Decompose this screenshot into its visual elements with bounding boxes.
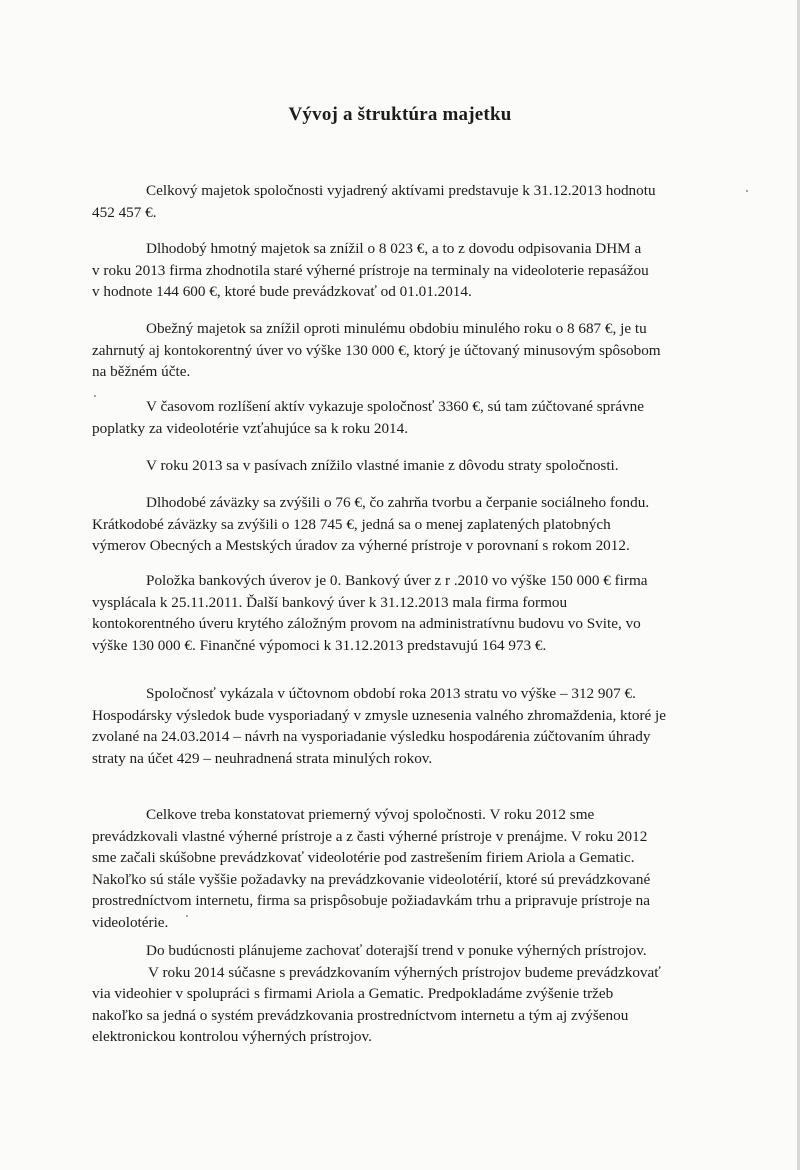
text-line: Do budúcnosti plánujeme zachovať doterajší trend v ponuke výherných prístrojov.	[146, 942, 647, 959]
text-line: V časovom rozlíšení aktív vykazuje spoločnosť 3360 €, sú tam zúčtované správne	[146, 398, 644, 415]
scan-speck	[94, 395, 96, 397]
text-line: zahrnutý aj kontokorentný úver vo výške 130 000 €, ktorý je účtovaný minusovým spôsobom	[92, 341, 661, 359]
text-line: prevádzkovali vlastné výherné prístroje a z časti výherné prístroje v prenájme. V roku 2012	[92, 827, 648, 845]
scan-speck	[746, 190, 748, 192]
text-line: výške 130 000 €. Finančné výpomoci k 31.12.2013 predstavujú 164 973 €.	[92, 636, 547, 654]
text-line: vysplácala k 25.11.2011. Ďalší bankový úver k 31.12.2013 mala firma formou	[92, 593, 568, 611]
page-title: Vývoj a štruktúra majetku	[288, 104, 512, 125]
text-line: Nakoľko sú stále vyššie požadavky na prevádzkovanie videolotérií, ktoré sú prevádzkované	[92, 870, 651, 888]
text-line: Dlhodobý hmotný majetok sa znížil o 8 023 €, a to z dovodu odpisovania DHM a	[146, 240, 642, 257]
text-line: 452 457 €.	[92, 203, 157, 221]
text-line: poplatky za videolotérie vzťahujúce sa k roku 2014.	[92, 419, 409, 437]
text-line: elektronickou kontrolou výherných prístrojov.	[92, 1028, 372, 1045]
text-line: Celkový majetok spoločnosti vyjadrený aktívami predstavuje k 31.12.2013 hodnotu	[146, 182, 656, 199]
paragraph-bank-loans	[92, 570, 732, 656]
paragraph-liabilities	[92, 492, 732, 557]
paragraph-accruals	[92, 396, 732, 439]
text-line: kontokorentného úveru krytého záložným provom na administratívnu budovu vo Svite, vo	[92, 615, 641, 632]
text-line: straty na účet 429 – neuhradnená strata minulých rokov.	[92, 749, 433, 767]
text-line: Krátkodobé záväzky sa zvýšili o 128 745 €, jedná sa o menej zaplatených platobných	[92, 515, 611, 533]
text-line: V roku 2014 súčasne s prevádzkovaním výherných prístrojov budeme prevádzkovať	[148, 963, 661, 981]
scan-speck	[186, 915, 188, 917]
text-line: zvolané na 24.03.2014 – návrh na vysporiadanie výsledku hospodárenia zúčtovaním úhrady	[92, 728, 651, 745]
paragraph-fixed-assets	[92, 238, 732, 303]
text-line: výmerov Obecných a Mestských úradov za výherné prístroje v porovnaní s rokom 2012.	[92, 537, 630, 554]
text-line: V roku 2013 sa v pasívach znížilo vlastné imanie z dôvodu straty spoločnosti.	[146, 457, 619, 474]
text-line: v roku 2013 firma zhodnotila staré výherné prístroje na terminaly na videoloterie repasážou	[92, 261, 649, 279]
paragraph-current-assets	[92, 318, 732, 383]
text-line: Obežný majetok sa znížil oproti minulému obdobiu minulého roku o 8 687 €, je tu	[146, 320, 647, 337]
text-line: na běžném účte.	[92, 363, 191, 380]
text-line: Položka bankových úverov je 0. Bankový úver z r .2010 vo výške 150 000 € firma	[146, 572, 648, 589]
text-line: videolotérie.	[92, 913, 169, 931]
text-line: prostredníctvom internetu, firma sa prispôsobuje požiadavkám trhu a pripravuje prístroje na	[92, 892, 650, 909]
text-line: v hodnote 144 600 €, ktoré bude prevádzkovať od 01.01.2014.	[92, 283, 472, 300]
paragraph-equity	[92, 455, 732, 477]
text-line: via videohier v spolupráci s firmami Ariola a Gematic. Predpokladáme zvýšenie tržeb	[92, 985, 614, 1002]
paragraph-future-plans	[92, 940, 732, 1048]
paragraph-loss	[92, 683, 732, 769]
text-line: Spoločnosť vykázala v účtovnom období roka 2013 stratu vo výške – 312 907 €.	[146, 685, 636, 702]
text-line: Hospodársky výsledok bude vysporiadaný v zmysle uznesenia valného zhromaždenia, ktoré je	[92, 706, 667, 724]
text-line: nakoľko sa jedná o systém prevádzkovania prostredníctvom internetu a tým aj zvýšenou	[92, 1006, 629, 1024]
text-line: Celkove treba konstatovat priemerný vývoj spoločnosti. V roku 2012 sme	[146, 806, 595, 823]
text-line: sme začali skúšobne prevádzkovať videolotérie pod zastrešením firiem Ariola a Gematic.	[92, 849, 635, 866]
paragraph-overall-development	[92, 804, 732, 933]
paragraph-total-assets	[92, 180, 732, 223]
text-line: Dlhodobé záväzky sa zvýšili o 76 €, čo zahrňa tvorbu a čerpanie sociálneho fondu.	[146, 494, 650, 511]
